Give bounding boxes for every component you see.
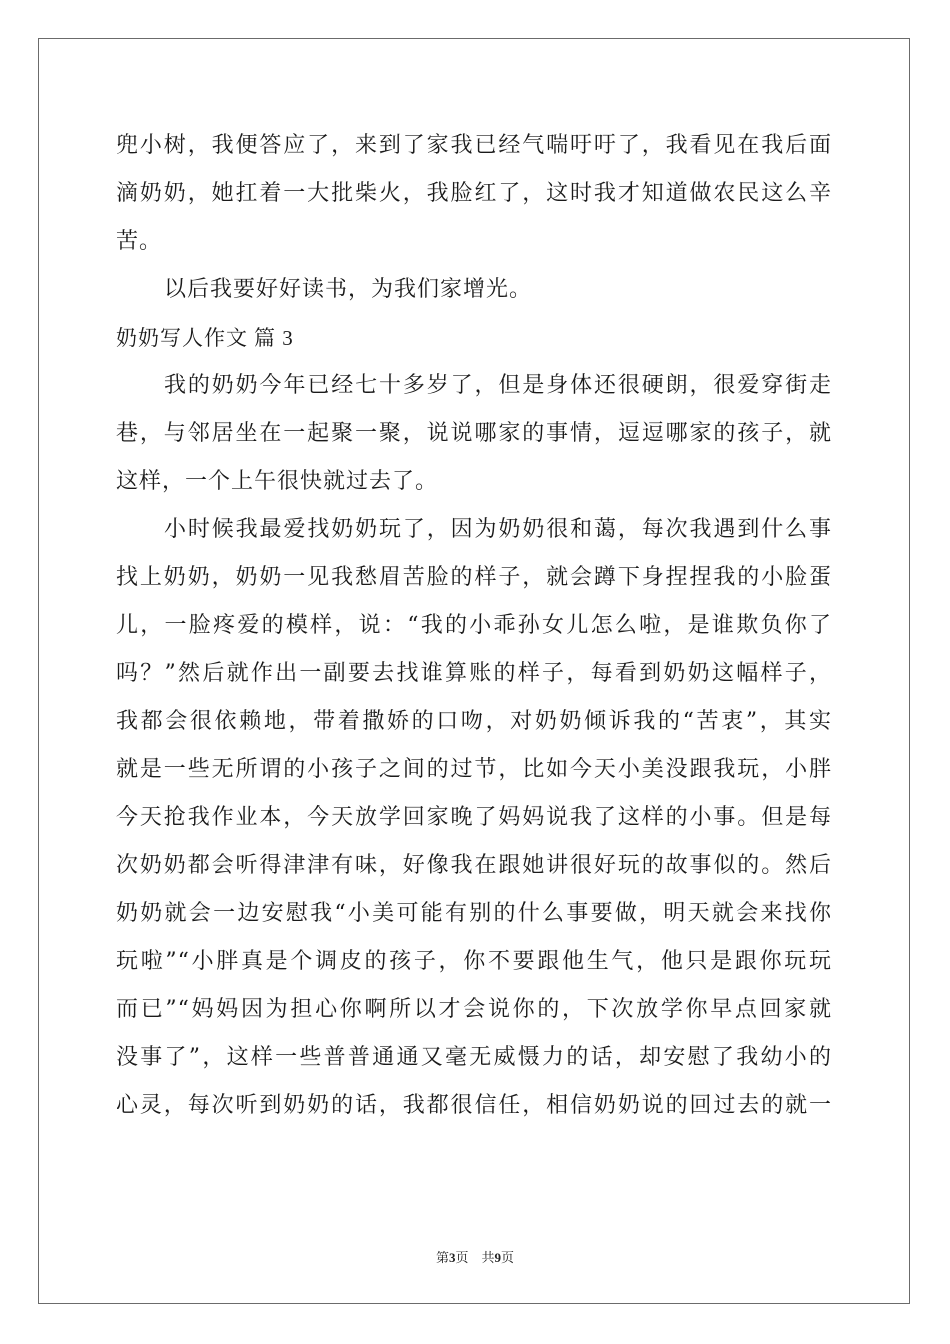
page-footer [0,1247,950,1266]
footer-suffix: 页 [501,1251,515,1266]
paragraph [116,266,832,314]
text-line: 我的奶奶今年已经七十多岁了，但是身体还很硬朗，很爱穿街走 [164,373,832,398]
footer-mid: 页 共 [455,1251,495,1266]
paragraph [116,122,832,266]
text-line: 而已”“妈妈因为担心你啊所以才会说你的，下次放学你早点回家就 [116,997,832,1022]
section-heading [116,314,832,362]
text-line: 心灵，每次听到奶奶的话，我都很信任，相信奶奶说的回过去的就一 [116,1093,832,1118]
paragraph [116,362,832,506]
text-line: 我都会很依赖地，带着撒娇的口吻，对奶奶倾诉我的“苦衷”，其实 [116,709,832,734]
text-line: 以后我要好好读书，为我们家增光。 [164,277,533,302]
footer-prefix: 第 [435,1251,449,1266]
text-line: 今天抢我作业本，今天放学回家晚了妈妈说我了这样的小事。但是每 [116,805,832,830]
footer-page-number: 3 [448,1250,456,1265]
text-line: 奶奶就会一边安慰我“小美可能有别的什么事要做，明天就会来找你 [116,901,832,926]
text-line: 苦。 [116,229,163,254]
text-line: 找上奶奶，奶奶一见我愁眉苦脸的样子，就会蹲下身捏捏我的小脸蛋 [116,565,832,590]
paragraph [116,506,832,1130]
text-line: 次奶奶都会听得津津有味，好像我在跟她讲很好玩的故事似的。然后 [116,853,832,878]
text-line: 玩啦”“小胖真是个调皮的孩子，你不要跟他生气，他只是跟你玩玩 [116,949,832,974]
section-heading-number: 篇 3 [254,326,294,350]
section-heading-title: 奶奶写人作文 [116,326,248,350]
document-body [116,122,832,1130]
text-line: 巷，与邻居坐在一起聚一聚，说说哪家的事情，逗逗哪家的孩子，就 [116,421,832,446]
text-line: 这样，一个上午很快就过去了。 [116,469,439,494]
footer-total-pages: 9 [494,1250,501,1265]
text-line: 小时候我最爱找奶奶玩了，因为奶奶很和蔼，每次我遇到什么事 [164,517,832,542]
text-line: 就是一些无所谓的小孩子之间的过节，比如今天小美没跟我玩，小胖 [116,757,832,782]
text-line: 滴奶奶，她扛着一大批柴火，我脸红了，这时我才知道做农民这么辛 [116,181,832,206]
text-line: 没事了”，这样一些普普通通又毫无威慑力的话，却安慰了我幼小的 [116,1045,832,1070]
text-line: 儿，一脸疼爱的模样，说：“我的小乖孙女儿怎么啦，是谁欺负你了 [116,613,832,638]
text-line: 吗？”然后就作出一副要去找谁算账的样子，每看到奶奶这幅样子， [116,661,832,686]
text-line: 兜小树，我便答应了，来到了家我已经气喘吁吁了，我看见在我后面 [116,133,832,158]
